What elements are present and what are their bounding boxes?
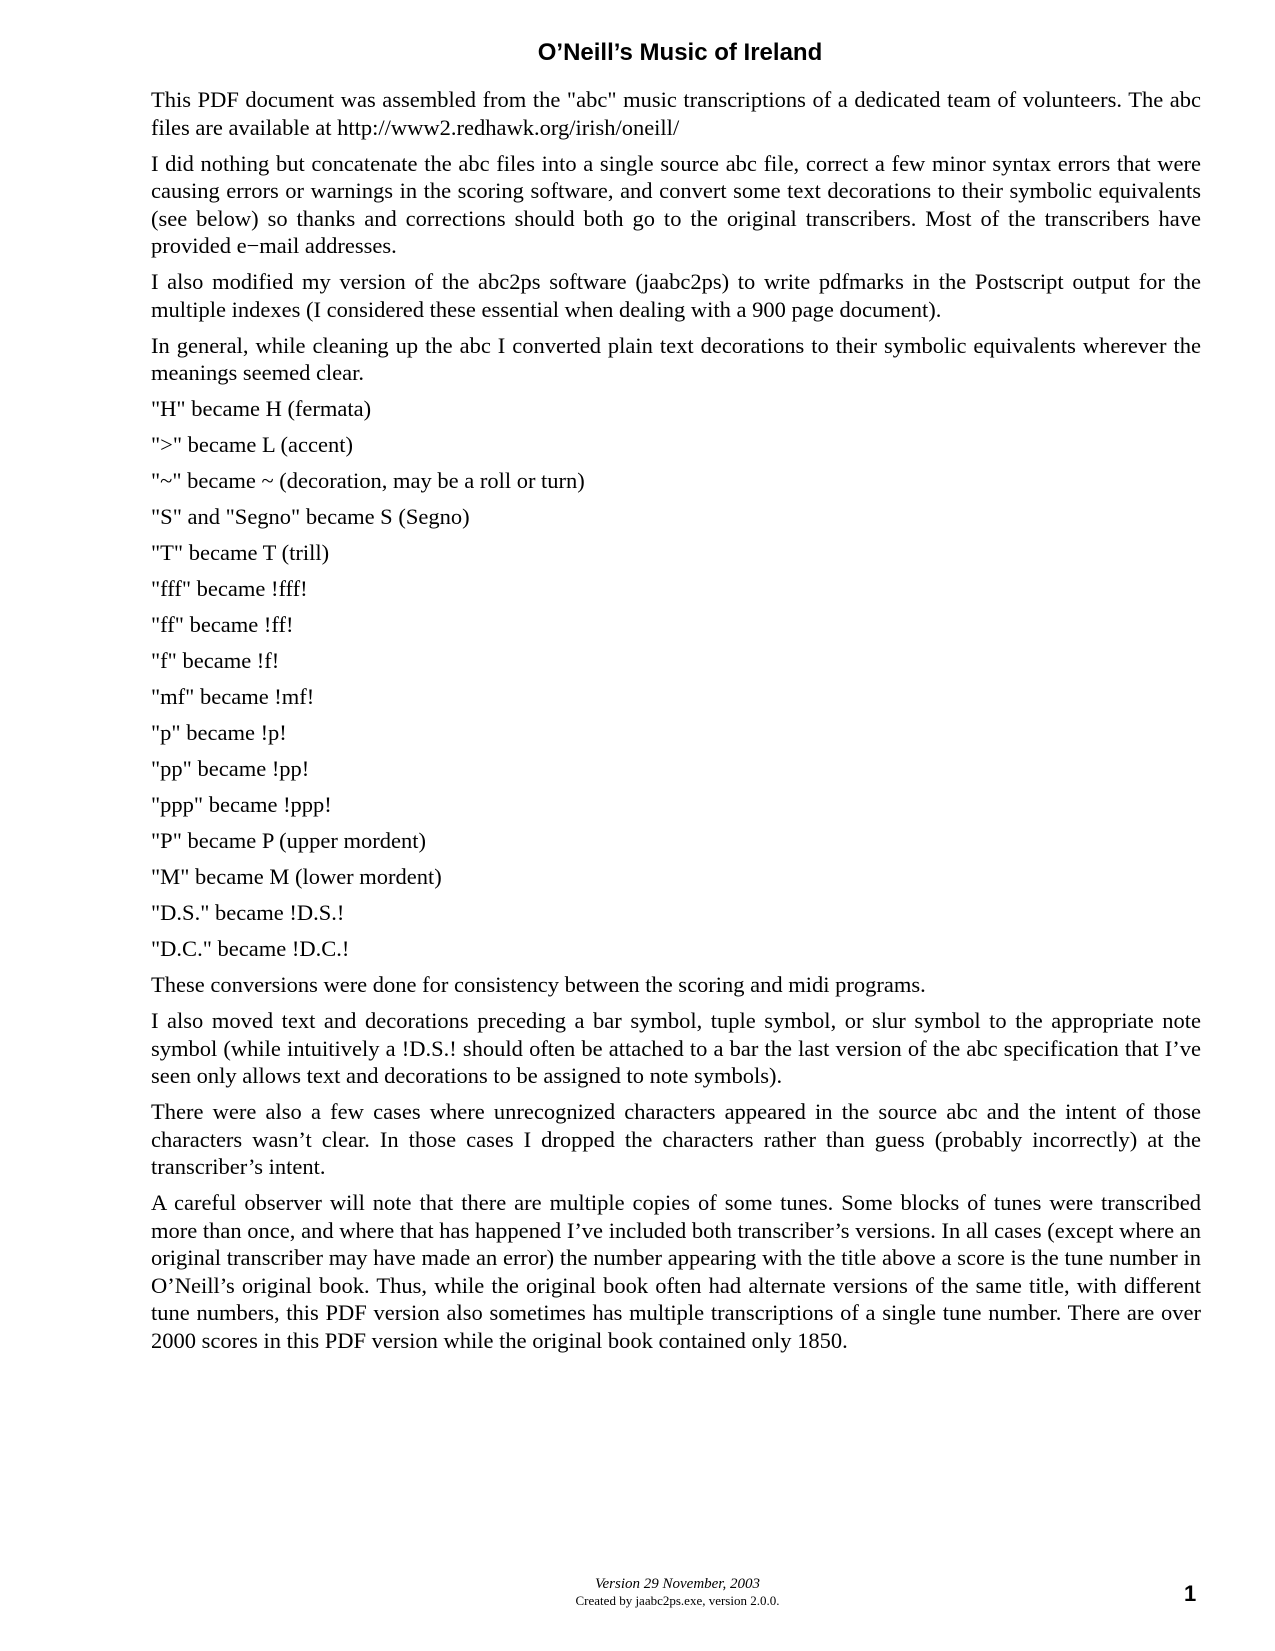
page-footer bbox=[0, 1576, 1275, 1608]
paragraph-intro-pdfmarks: I also modified my version of the abc2ps software (jaabc2ps) to write pdfmarks in the Postscript output for the multiple indexes (I considered these essential when dealing with a 900 page document). bbox=[151, 269, 1201, 322]
footer-version: Version 29 November, 2003 bbox=[595, 1576, 760, 1592]
conversion-item: "S" and "Segno" became S (Segno) bbox=[151, 504, 470, 529]
document-body bbox=[151, 86, 1201, 1363]
conversion-list bbox=[151, 395, 1201, 963]
paragraph-consistency: These conversions were done for consistency between the scoring and midi programs. bbox=[151, 972, 926, 997]
conversion-item: "P" became P (upper mordent) bbox=[151, 828, 426, 853]
conversion-item: "T" became T (trill) bbox=[151, 540, 330, 565]
conversion-item: ">" became L (accent) bbox=[151, 432, 353, 457]
footer-created-by: Created by jaabc2ps.exe, version 2.0.0. bbox=[575, 1593, 780, 1608]
conversion-item: "ff" became !ff! bbox=[151, 612, 294, 637]
paragraph-intro-source: This PDF document was assembled from the "abc" music transcriptions of a dedicated team of volunteers. The abc files are available at http://www2.redhawk.org/irish/oneill/ bbox=[151, 87, 1201, 140]
paragraph-multiple-copies: A careful observer will note that there are multiple copies of some tunes. Some blocks of tunes were transcribed more than once, and where that has happened I’ve included both transcriber’s versions. In all cases (except where an original transcriber may have made an error) the number appearing with the title above a score is the tune number in O’Neill’s original book. Thus, while the original book often had alternate versions of the same title, with different tune numbers, this PDF version also sometimes has multiple transcriptions of a single tune number. There are over 2000 scores in this PDF version while the original book contained only 1850. bbox=[151, 1190, 1201, 1353]
page-number: 1 bbox=[1184, 1581, 1197, 1606]
conversion-item: "mf" became !mf! bbox=[151, 684, 315, 709]
conversion-item: "M" became M (lower mordent) bbox=[151, 864, 442, 889]
conversion-item: "ppp" became !ppp! bbox=[151, 792, 332, 817]
document-title: O’Neill’s Music of Ireland bbox=[537, 39, 823, 66]
paragraph-intro-concatenation: I did nothing but concatenate the abc files into a single source abc file, correct a few minor syntax errors that were causing errors or warnings in the scoring software, and convert some text decorations to their symbolic equivalents (see below) so thanks and corrections should both go to the original transcribers. Most of the transcribers have provided e−mail addresses. bbox=[151, 150, 1201, 258]
paragraph-unrecognized-characters: There were also a few cases where unrecognized characters appeared in the source abc and the intent of those characters wasn’t clear. In those cases I dropped the characters rather than guess (probably incorrectly) at the transcriber’s intent. bbox=[151, 1099, 1201, 1179]
conversion-item: "D.C." became !D.C.! bbox=[151, 936, 350, 961]
conversion-item: "D.S." became !D.S.! bbox=[151, 900, 345, 925]
paragraph-moved-decorations: I also moved text and decorations preceding a bar symbol, tuple symbol, or slur symbol to the appropriate note symbol (while intuitively a !D.S.! should often be attached to a bar the last version of the abc specification that I’ve seen only allows text and decorations to be assigned to note symbols). bbox=[151, 1008, 1201, 1088]
conversion-item: "p" became !p! bbox=[151, 720, 287, 745]
conversion-item: "f" became !f! bbox=[151, 648, 280, 673]
conversion-item: "H" became H (fermata) bbox=[151, 396, 372, 421]
conversion-item: "~" became ~ (decoration, may be a roll or turn) bbox=[151, 468, 585, 493]
conversion-item: "pp" became !pp! bbox=[151, 756, 310, 781]
paragraph-intro-conversions: In general, while cleaning up the abc I converted plain text decorations to their symbolic equivalents wherever the meanings seemed clear. bbox=[151, 332, 1201, 385]
conversion-item: "fff" became !fff! bbox=[151, 576, 308, 601]
